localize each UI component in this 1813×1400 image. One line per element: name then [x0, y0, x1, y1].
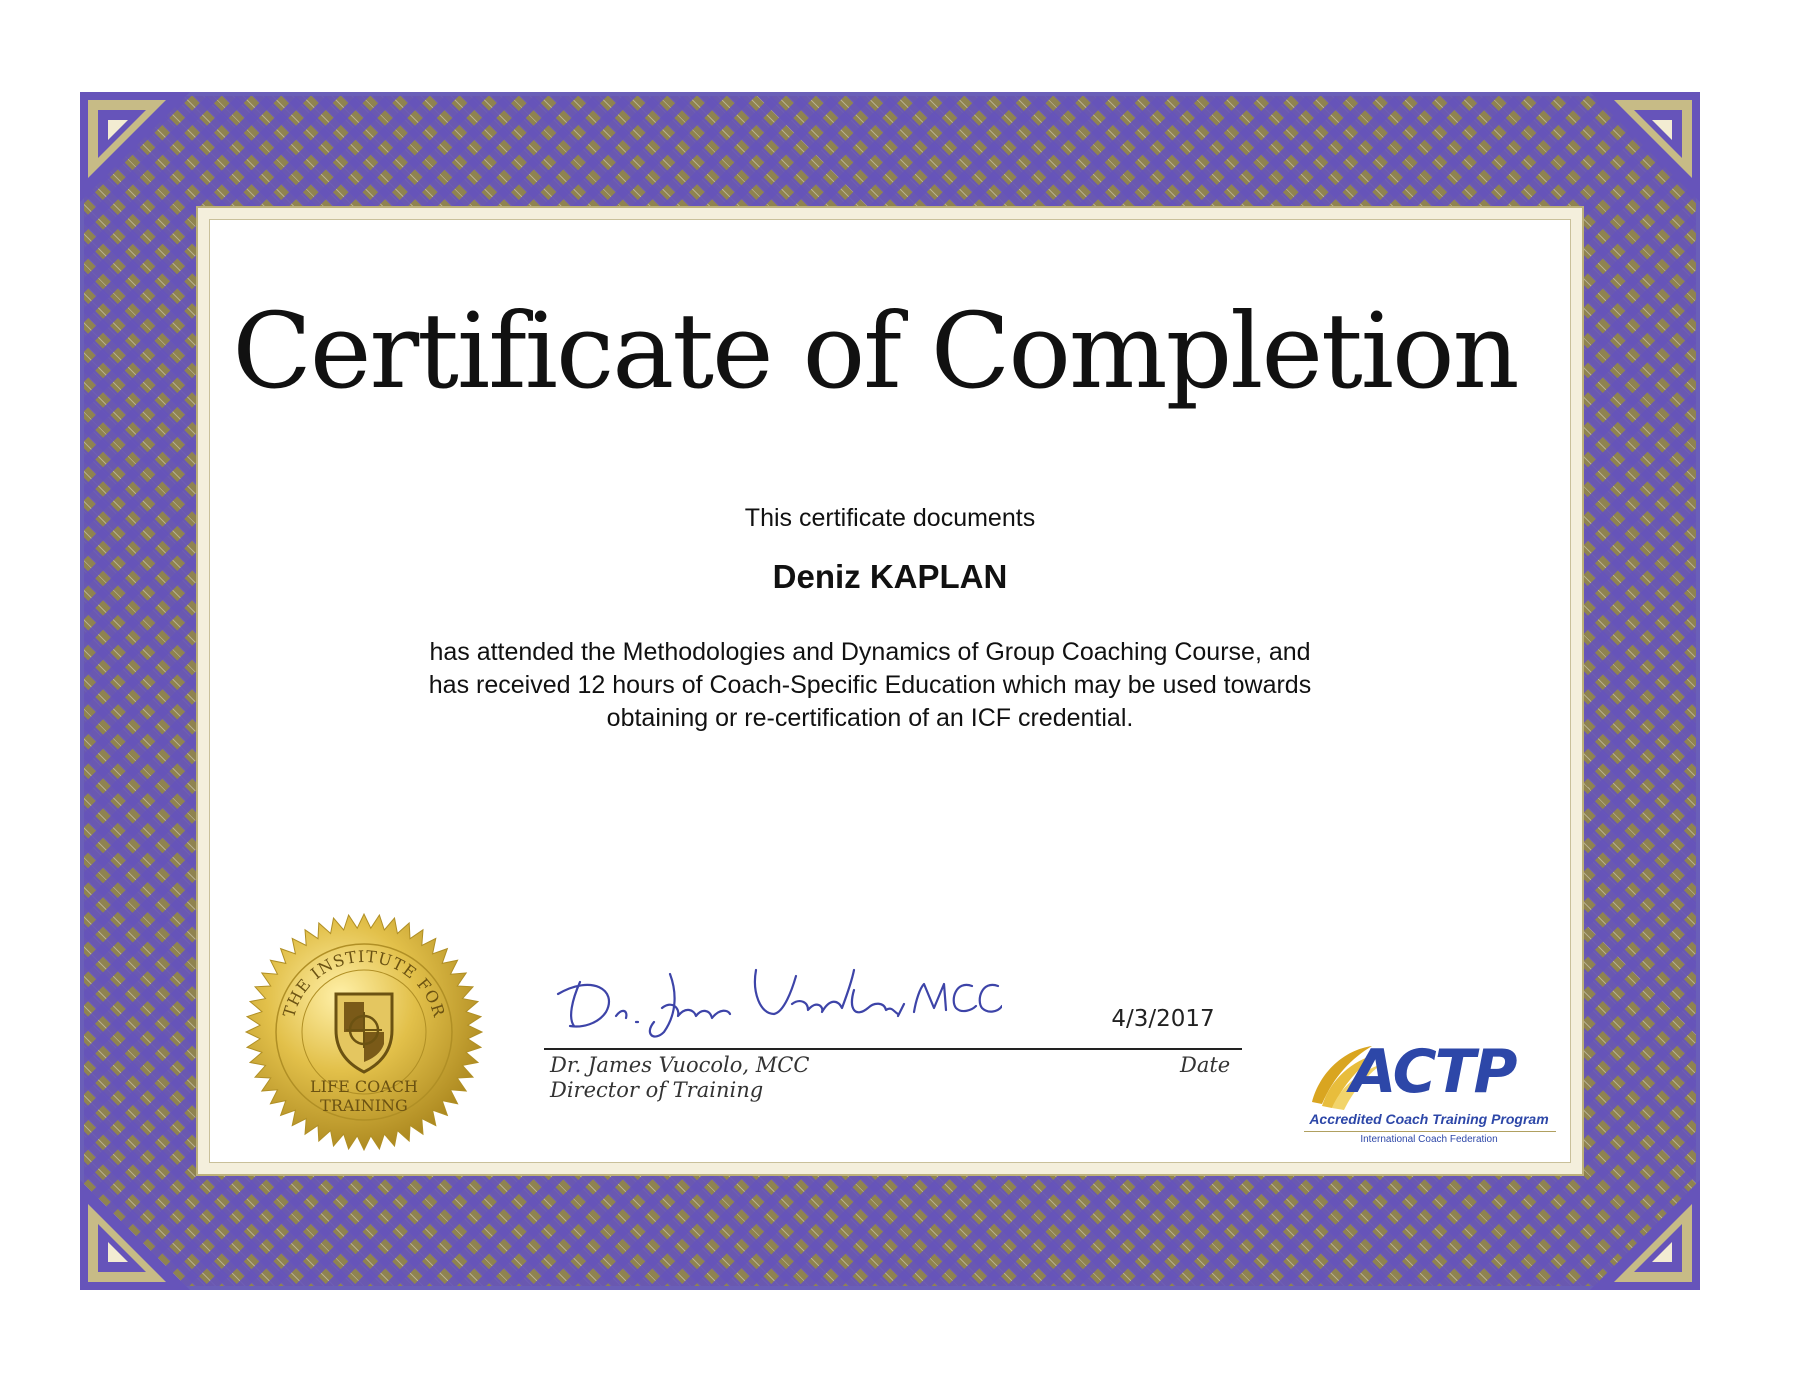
recipient-name: Deniz KAPLAN [772, 558, 1008, 595]
body-line: has received 12 hours of Coach-Specific Education which may be used towards [428, 671, 1312, 699]
seal-top-text: THE INSTITUTE FOR [279, 946, 449, 1020]
date-label: Date [1180, 1053, 1231, 1077]
body-line: has attended the Methodologies and Dynamics of Group Coaching Course, and [429, 638, 1311, 666]
handwritten-signature-icon [552, 960, 1002, 1040]
signature-line [544, 1048, 1242, 1050]
actp-logo-text: ACTP [1350, 1037, 1516, 1107]
corner-ornament-top-right-icon [1590, 92, 1700, 202]
actp-divider [1304, 1131, 1556, 1132]
body-line: obtaining or re-certification of an ICF credential. [606, 704, 1134, 732]
actp-organization: International Coach Federation [1360, 1134, 1498, 1145]
corner-ornament-bottom-left-icon [80, 1180, 190, 1290]
corner-ornament-bottom-right-icon [1590, 1180, 1700, 1290]
signature-date: 4/3/2017 [1111, 1006, 1215, 1032]
corner-ornament-top-left-icon [80, 92, 190, 202]
certificate-title: Certificate of Completion [232, 290, 1518, 412]
signer-name: Dr. James Vuocolo, MCC [550, 1053, 810, 1077]
seal-bottom-line-1: LIFE COACH [310, 1077, 418, 1096]
certificate-body [330, 636, 1410, 735]
seal-bottom-line-2: TRAINING [320, 1096, 408, 1115]
signer-role: Director of Training [550, 1078, 764, 1102]
institute-seal-icon [244, 912, 484, 1152]
lead-text: This certificate documents [744, 504, 1036, 532]
actp-subtitle: Accredited Coach Training Program [1309, 1111, 1549, 1127]
